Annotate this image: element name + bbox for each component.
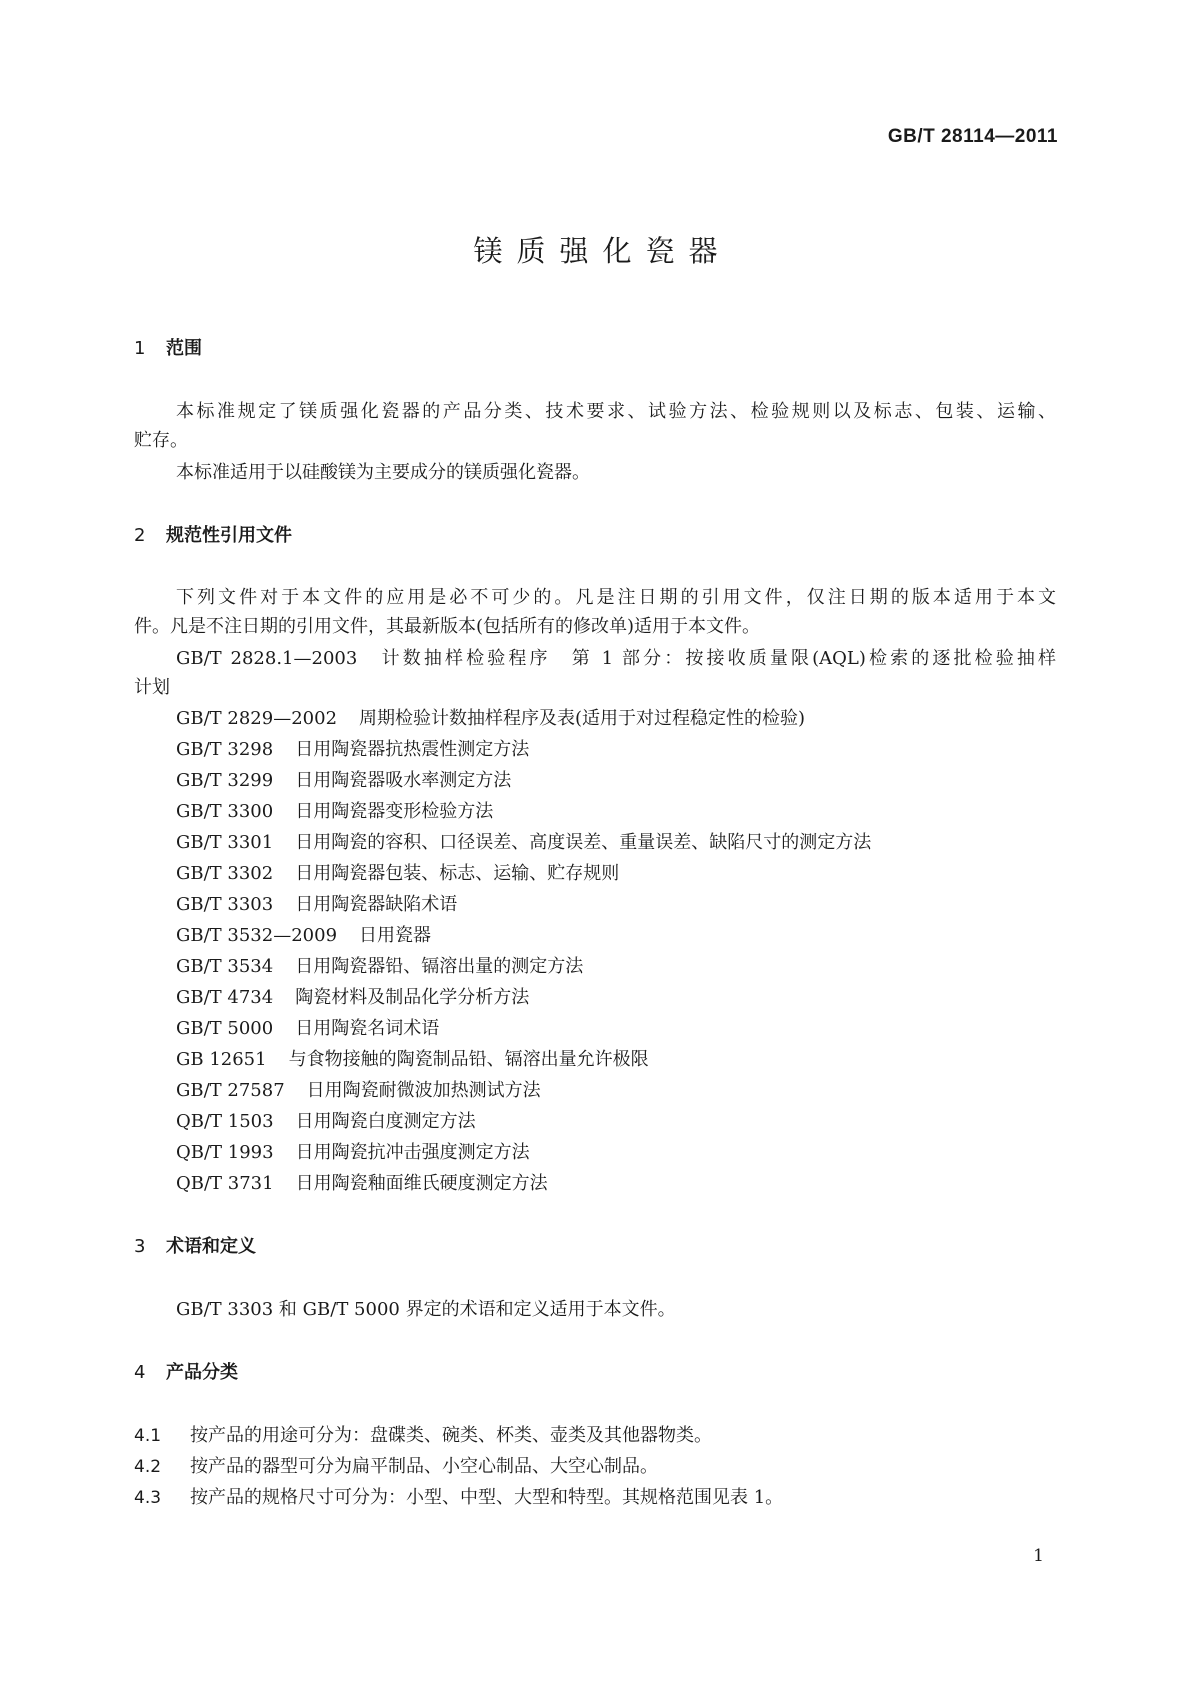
reference-item [176, 1047, 649, 1073]
reference-title: 日用陶瓷的容积、口径误差、高度误差、重量误差、缺陷尺寸的测定方法 [295, 832, 872, 853]
reference-item [176, 1171, 548, 1197]
reference-title: 陶瓷材料及制品化学分析方法 [295, 987, 530, 1008]
reference-item [176, 1016, 439, 1042]
section-title: 规范性引用文件 [166, 525, 292, 546]
reference-item [176, 892, 457, 918]
reference-code: GB/T 3299 [176, 770, 274, 791]
reference-item [176, 830, 871, 856]
clause-item [134, 1423, 712, 1449]
reference-title: 日用陶瓷釉面维氏硬度测定方法 [295, 1173, 548, 1194]
reference-code: GB/T 3303 [176, 894, 274, 915]
section-1-paragraph-1-line-2: 贮存。 [134, 430, 188, 451]
page-number: 1 [1033, 1546, 1044, 1566]
reference-item [176, 923, 431, 949]
reference-code: GB/T 5000 [176, 1018, 274, 1039]
reference-item [176, 737, 529, 763]
reference-item [176, 768, 511, 794]
reference-item [176, 954, 583, 980]
reference-code: QB/T 1993 [176, 1142, 274, 1163]
section-number: 1 [134, 338, 146, 359]
reference-code: QB/T 3731 [176, 1173, 274, 1194]
section-2-intro-line-1: 下列文件对于本文件的应用是必不可少的。凡是注日期的引用文件，仅注日期的版本适用于本文 [176, 587, 1056, 608]
reference-title: 日用陶瓷白度测定方法 [295, 1111, 476, 1132]
reference-first-line-2: 计划 [134, 677, 170, 698]
reference-title: 日用陶瓷器变形检验方法 [295, 801, 494, 822]
reference-title: 日用陶瓷耐微波加热测试方法 [306, 1080, 541, 1101]
reference-title: 日用陶瓷名词术语 [295, 1018, 440, 1039]
reference-code: GB/T 3298 [176, 739, 274, 760]
section-3-heading [134, 1234, 256, 1260]
clause-item [134, 1454, 658, 1480]
reference-title: 日用瓷器 [359, 925, 432, 946]
reference-code: GB/T 3301 [176, 832, 274, 853]
reference-code: GB/T 3302 [176, 863, 274, 884]
reference-item [176, 861, 619, 887]
standard-id: GB/T 28114—2011 [887, 126, 1058, 147]
reference-item [176, 985, 529, 1011]
reference-code: GB/T 27587 [176, 1080, 285, 1101]
reference-title: 日用陶瓷器铅、镉溶出量的测定方法 [295, 956, 584, 977]
clause-text: 按产品的规格尺寸可分为：小型、中型、大型和特型。其规格范围见表 1。 [190, 1487, 784, 1508]
reference-item [176, 1078, 541, 1104]
reference-code: GB/T 2829—2002 [176, 708, 338, 729]
clause-text: 按产品的器型可分为扁平制品、小空心制品、大空心制品。 [190, 1456, 658, 1477]
reference-title: 日用陶瓷器缺陷术语 [295, 894, 458, 915]
reference-title: 日用陶瓷器吸水率测定方法 [295, 770, 512, 791]
section-1-heading [134, 336, 202, 362]
clause-item [134, 1485, 783, 1511]
reference-title: 日用陶瓷抗冲击强度测定方法 [295, 1142, 530, 1163]
reference-title: 与食物接触的陶瓷制品铅、镉溶出量允许极限 [288, 1049, 649, 1070]
section-number: 3 [134, 1236, 146, 1257]
reference-code: GB/T 4734 [176, 987, 274, 1008]
clause-number: 4.1 [134, 1426, 162, 1446]
reference-code: GB/T 3534 [176, 956, 274, 977]
section-3-paragraph: GB/T 3303 和 GB/T 5000 界定的术语和定义适用于本文件。 [176, 1299, 676, 1320]
clause-number: 4.3 [134, 1488, 162, 1508]
section-number: 4 [134, 1362, 146, 1383]
section-4-heading [134, 1360, 238, 1386]
reference-code: GB 12651 [176, 1049, 267, 1070]
section-title: 范围 [166, 338, 202, 359]
reference-item [176, 706, 805, 732]
reference-code: GB/T 3300 [176, 801, 274, 822]
section-number: 2 [134, 525, 146, 546]
reference-item [176, 1140, 530, 1166]
section-title: 产品分类 [166, 1362, 238, 1383]
reference-code: QB/T 1503 [176, 1111, 274, 1132]
reference-title: 周期检验计数抽样程序及表(适用于对过程稳定性的检验) [359, 708, 806, 729]
clause-text: 按产品的用途可分为：盘碟类、碗类、杯类、壶类及其他器物类。 [190, 1425, 712, 1446]
reference-item [176, 799, 493, 825]
reference-first-line-1: GB/T 2828.1—2003 计数抽样检验程序 第 1 部分：按接收质量限(AQL)检索的逐批检验抽样 [176, 648, 1056, 669]
reference-item [176, 1109, 476, 1135]
reference-code: GB/T 3532—2009 [176, 925, 338, 946]
section-1-paragraph-1-line-1: 本标准规定了镁质强化瓷器的产品分类、技术要求、试验方法、检验规则以及标志、包装、运输、 [176, 401, 1056, 422]
section-title: 术语和定义 [166, 1236, 256, 1257]
reference-title: 日用陶瓷器包装、标志、运输、贮存规则 [295, 863, 620, 884]
clause-number: 4.2 [134, 1457, 162, 1477]
section-1-paragraph-2: 本标准适用于以硅酸镁为主要成分的镁质强化瓷器。 [176, 462, 590, 483]
reference-title: 日用陶瓷器抗热震性测定方法 [295, 739, 530, 760]
section-2-intro-line-2: 件。凡是不注日期的引用文件，其最新版本(包括所有的修改单)适用于本文件。 [134, 616, 761, 637]
section-2-heading [134, 523, 292, 549]
document-title: 镁质强化瓷器 [473, 234, 732, 268]
